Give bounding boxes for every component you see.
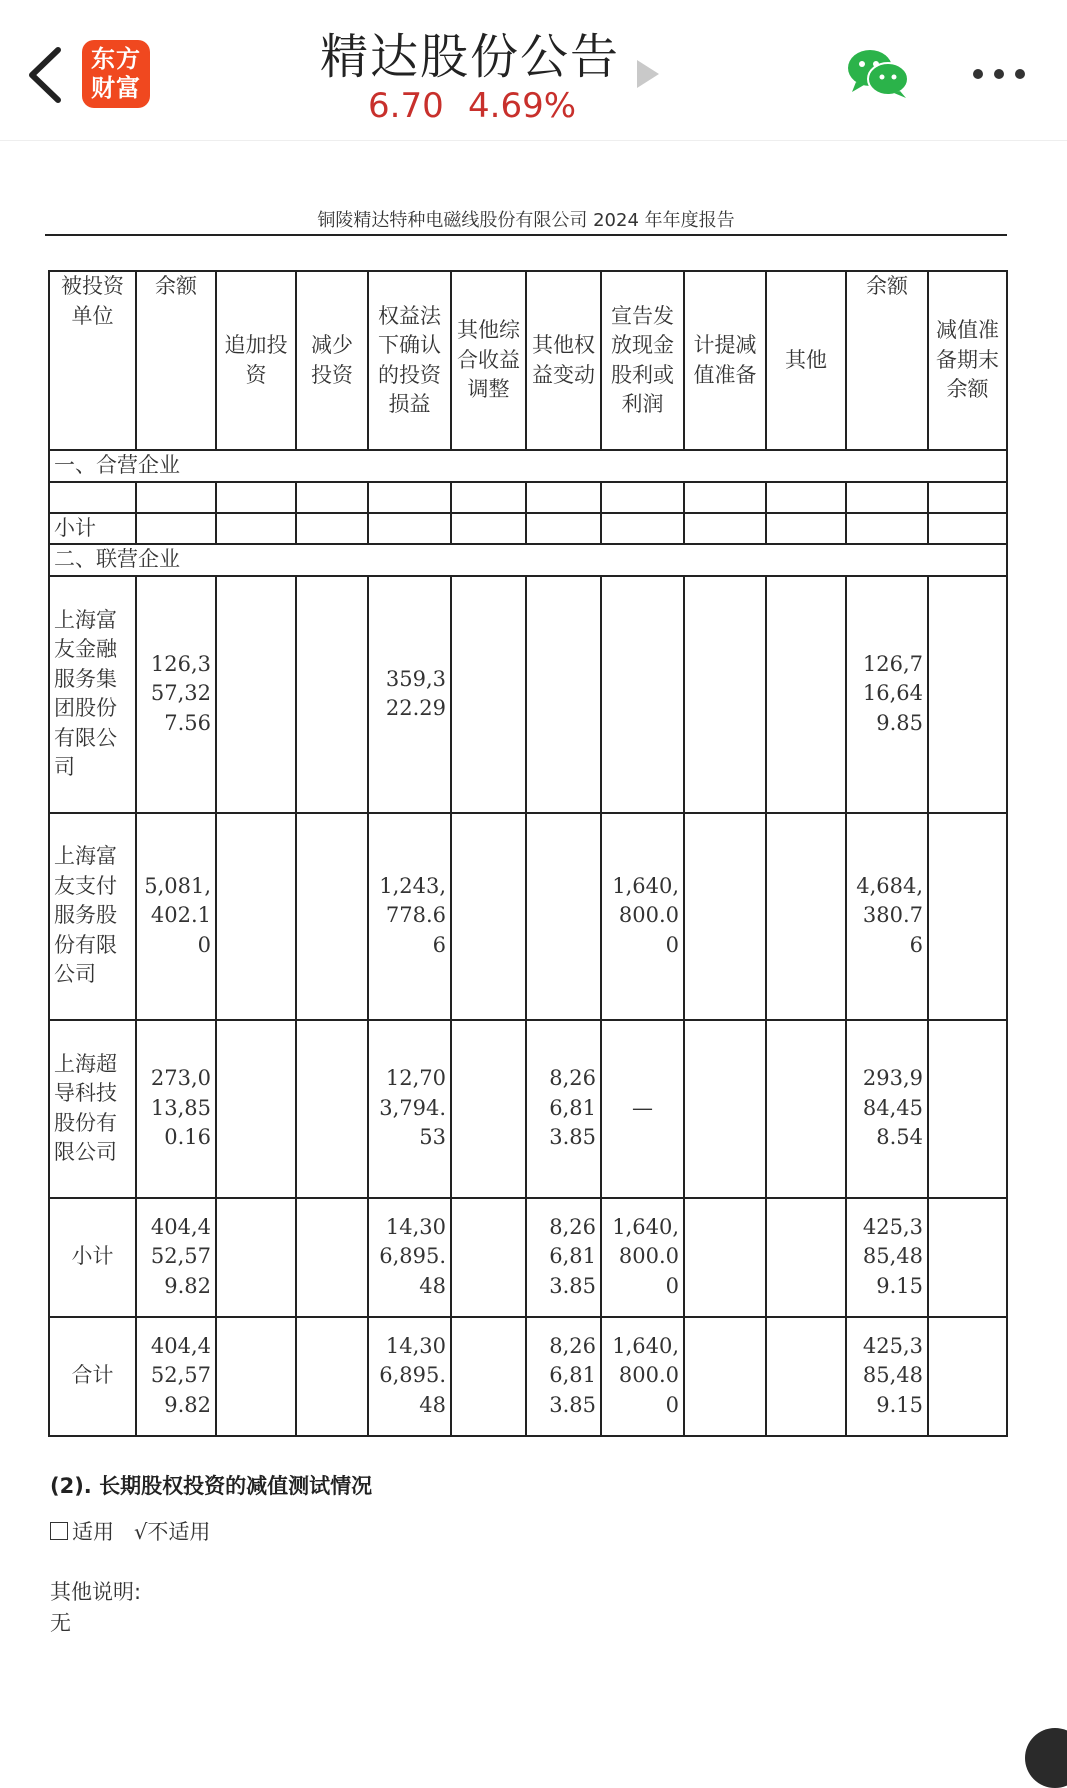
col-header: 权益法下确认的投资损益: [368, 271, 451, 450]
app-logo[interactable]: [82, 40, 150, 108]
more-dots-icon[interactable]: [972, 66, 1032, 82]
document-header: 铜陵精达特种电磁线股份有限公司 2024 年年度报告: [317, 210, 735, 231]
opening-balance: 404,452,579.82: [136, 1317, 216, 1436]
investee-name: 上海富友支付服务股份有限公司: [49, 813, 136, 1020]
top-bar: [0, 0, 1067, 141]
applicability-line: [50, 1516, 210, 1546]
row-label: 小计: [49, 513, 136, 545]
page-title: 精达股份公告: [319, 29, 620, 85]
dividend: 1,640,800.00: [601, 1198, 684, 1317]
other-equity-change: 8,266,813.85: [526, 1020, 601, 1198]
applicable-label: 适用: [72, 1520, 114, 1544]
col-header: 其他综合收益调整: [451, 271, 526, 450]
opening-balance: 5,081,402.10: [136, 813, 216, 1020]
subtotal-row: [49, 1198, 1007, 1317]
section-label: 一、合营企业: [49, 450, 1007, 482]
col-header: 余额: [846, 271, 928, 450]
equity-income: 14,306,895.48: [368, 1317, 451, 1436]
checkbox-icon: [50, 1522, 68, 1540]
stock-change-pct: 4.69%: [468, 86, 577, 126]
other-equity-change: 8,266,813.85: [526, 1198, 601, 1317]
row-label: 合计: [49, 1317, 136, 1436]
section-row: [49, 450, 1007, 482]
col-header: 其他权益变动: [526, 271, 601, 450]
equity-income: 14,306,895.48: [368, 1198, 451, 1317]
table-row: [49, 813, 1007, 1020]
dividend: [601, 576, 684, 813]
investment-table: [48, 270, 1008, 1437]
wechat-icon[interactable]: [846, 48, 910, 100]
closing-balance: 425,385,489.15: [846, 1198, 928, 1317]
table-row: [49, 482, 1007, 513]
table-header-row: [49, 271, 1007, 450]
closing-balance: 126,716,649.85: [846, 576, 928, 813]
investee-name: 上海超导科技股份有限公司: [49, 1020, 136, 1198]
dividend: —: [601, 1020, 684, 1198]
closing-balance: 4,684,380.76: [846, 813, 928, 1020]
row-label: 小计: [49, 1198, 136, 1317]
col-header: 计提减值准备: [684, 271, 766, 450]
table-row: [49, 576, 1007, 813]
floating-corner-button[interactable]: [1025, 1728, 1067, 1788]
other-equity-change: 8,266,813.85: [526, 1317, 601, 1436]
opening-balance: 126,357,327.56: [136, 576, 216, 813]
col-header: 追加投资: [216, 271, 296, 450]
header-rule: [45, 234, 1007, 236]
other-equity-change: [526, 576, 601, 813]
col-header: 被投资单位: [49, 271, 136, 450]
equity-income: 359,322.29: [368, 576, 451, 813]
opening-balance: 273,013,850.16: [136, 1020, 216, 1198]
col-header: 其他: [766, 271, 846, 450]
other-notes-value: 无: [50, 1611, 71, 1635]
logo-line1: 东方: [91, 45, 141, 73]
play-triangle-icon[interactable]: [635, 58, 661, 90]
col-header: 减少投资: [296, 271, 368, 450]
table-row: [49, 1020, 1007, 1198]
other-equity-change: [526, 813, 601, 1020]
section-label: 二、联营企业: [49, 544, 1007, 576]
col-header: 宣告发放现金股利或利润: [601, 271, 684, 450]
other-notes-label: 其他说明:: [50, 1580, 142, 1604]
closing-balance: 425,385,489.15: [846, 1317, 928, 1436]
total-row: [49, 1317, 1007, 1436]
equity-income: 12,703,794.53: [368, 1020, 451, 1198]
section-row: [49, 544, 1007, 576]
col-header: 减值准备期末余额: [928, 271, 1007, 450]
back-chevron-icon[interactable]: [20, 40, 70, 110]
table-row: [49, 513, 1007, 545]
dividend: 1,640,800.00: [601, 813, 684, 1020]
logo-line2: 财富: [91, 74, 141, 102]
col-header: 余额: [136, 271, 216, 450]
not-applicable-label: √不适用: [134, 1520, 211, 1544]
subsection-title: (2). 长期股权投资的减值测试情况: [50, 1474, 373, 1498]
opening-balance: 404,452,579.82: [136, 1198, 216, 1317]
stock-price: 6.70: [368, 86, 444, 126]
investee-name: 上海富友金融服务集团股份有限公司: [49, 576, 136, 813]
closing-balance: 293,984,458.54: [846, 1020, 928, 1198]
dividend: 1,640,800.00: [601, 1317, 684, 1436]
equity-income: 1,243,778.66: [368, 813, 451, 1020]
